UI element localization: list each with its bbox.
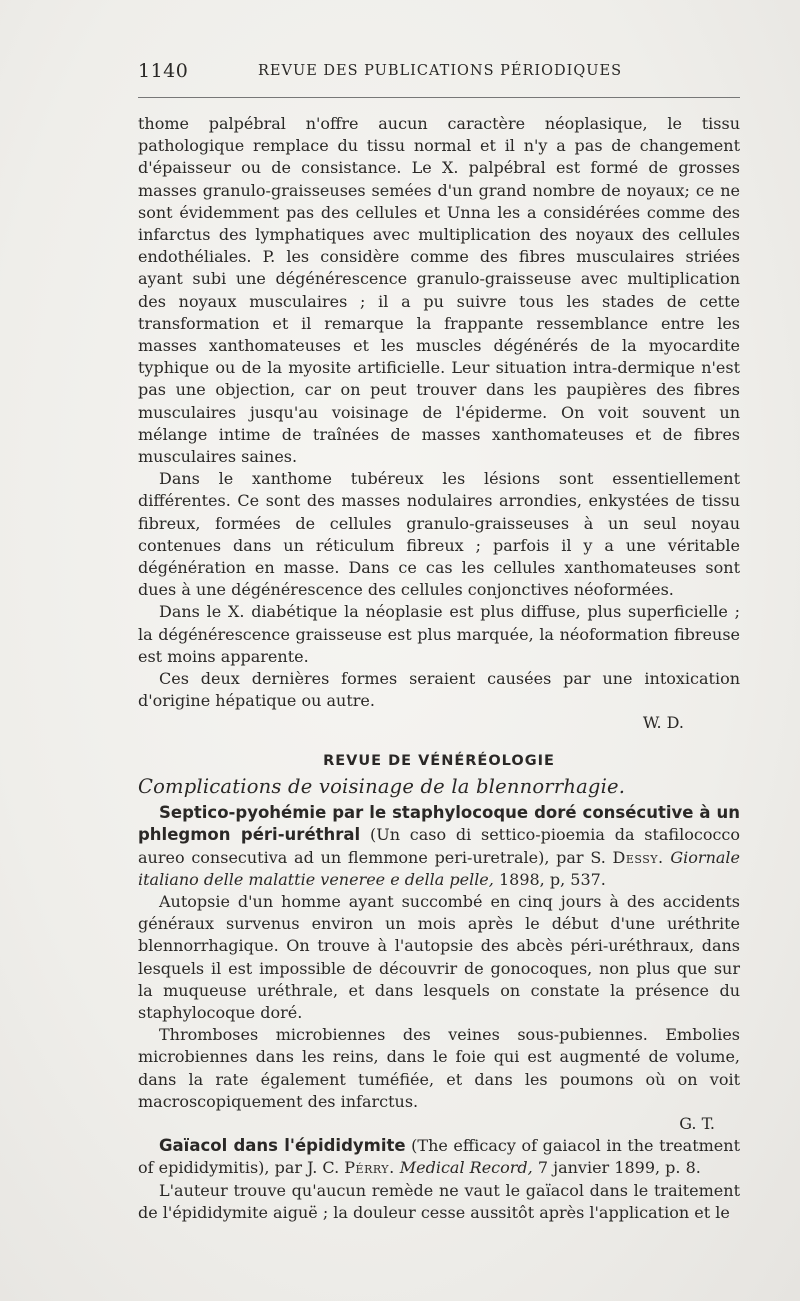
article-1-title: Septico-pyohémie par le staphylocoque doré consécutive à un phlegmon péri-uréthral bbox=[138, 803, 740, 845]
signature-line bbox=[138, 1113, 740, 1135]
article-2-citation: 7 janvier 1899, p. 8. bbox=[537, 1158, 701, 1178]
section-title: REVUE DE VÉNÉRÉOLOGIE bbox=[323, 752, 555, 769]
article-2-journal: Medical Record, bbox=[399, 1158, 533, 1178]
author-signature: W. D. bbox=[642, 713, 684, 733]
running-title: REVUE DES PUBLICATIONS PÉRIODIQUES bbox=[258, 63, 623, 79]
article-2-heading bbox=[138, 1135, 740, 1179]
subsection-title: Complications de voisinage de la blennorrhagie. bbox=[138, 774, 626, 798]
article-2-author: Pérry. bbox=[344, 1158, 395, 1178]
article-2-title: Gaïacol dans l'épididymite bbox=[159, 1136, 406, 1156]
paragraph-xanthome-tubereux: Dans le xanthome tubéreux les lésions sont essentiellement différentes. Ce sont des masses nodulaires arrondies, enkystées de tissu fibreux, formées de cellules granulo-graisseuses à un seul noyau contenues dans un réticulum fibreux ; parfois il y a une véritable dégénération en masse. Dans ce cas les cellules xanthomateuses sont dues à une dégénérescence des cellules conjonctives néoformées. bbox=[138, 469, 740, 600]
signature-line bbox=[138, 712, 740, 734]
body-text bbox=[138, 113, 740, 1224]
article-1-heading bbox=[138, 802, 740, 891]
article-2-paragraph-1: L'auteur trouve qu'aucun remède ne vaut le gaïacol dans le traitement de l'épididymite aiguë ; la douleur cesse aussitôt après l'application et le bbox=[138, 1180, 740, 1222]
article-1-paragraph-2: Thromboses microbiennes des veines sous-pubiennes. Embolies microbiennes dans les reins, dans le foie qui est augmenté de volume, dans la rate également tuméfiée, et dans les poumons où on voit macroscopiquement des infarctus. bbox=[138, 1025, 740, 1111]
article-1-author: Dessy. bbox=[612, 847, 664, 867]
article-1-signature: G. T. bbox=[679, 1113, 715, 1133]
header-rule bbox=[138, 97, 740, 98]
article-1-citation: 1898, p, 537. bbox=[498, 869, 606, 889]
article-1-journal: Giornale italiano delle malattie veneree e della pelle, bbox=[138, 847, 740, 889]
page-number: 1140 bbox=[138, 60, 189, 82]
paragraph-continuation: thome palpébral n'offre aucun caractère néoplasique, le tissu pathologique remplace du tissu normal et il n'y a pas de changement d'épaisseur ou de consistance. Le X. palpébral est formé de grosses masses granulo-graisseuses semées d'un grand nombre de noyaux; ce ne sont évidemment pas des cellules et Unna les a considérées comme des infarctus des lymphatiques avec multiplication des noyaux des cellules endothéliales. P. les considère comme des fibres musculaires striées ayant subi une dégénérescence granulo-graisseuse avec multiplication des noyaux musculaires ; il a pu suivre tous les stades de cette transformation et il remarque la frappante ressemblance entre les masses xanthomateuses et les muscles dégénérés de la myocardite typhique ou de la myosite artificielle. Leur situation intra-dermique n'est pas une objection, car on peut trouver dans les paupières des fibres musculaires jusqu'au voisinage de l'épiderme. On voit souvent un mélange intime de traînées de masses xanthomateuses et de fibres musculaires saines. bbox=[138, 114, 740, 467]
article-1-paragraph-1: Autopsie d'un homme ayant succombé en cinq jours à des accidents généraux survenus environ un mois après le début d'une uréthrite blennorrhagique. On trouve à l'autopsie des abcès péri-uréthraux, dans lesquels il est impossible de découvrir de gonocoques, non plus que sur la muqueuse uréthrale, et dans lesquels on constate la présence du staphylocoque doré. bbox=[138, 891, 740, 1022]
article-2-reference: (The efficacy of gaiacol in the treatment of epididymitis), par J. C. bbox=[138, 1136, 741, 1178]
paragraph-conclusion-text: Ces deux dernières formes seraient causées par une intoxication d'origine hépatique ou autre. bbox=[138, 669, 740, 711]
paragraph-xanthome-diabetique: Dans le X. diabétique la néoplasie est plus diffuse, plus superficielle ; la dégénérescence graisseuse est plus marquée, la néoformation fibreuse est moins apparente. bbox=[138, 602, 740, 666]
page-header bbox=[138, 60, 740, 84]
paragraph-conclusion bbox=[138, 668, 740, 712]
article-1-reference: (Un caso di settico-pioemia da stafilococco aureo consecutiva ad un flemmone peri-uretrale), par S. bbox=[138, 825, 741, 867]
